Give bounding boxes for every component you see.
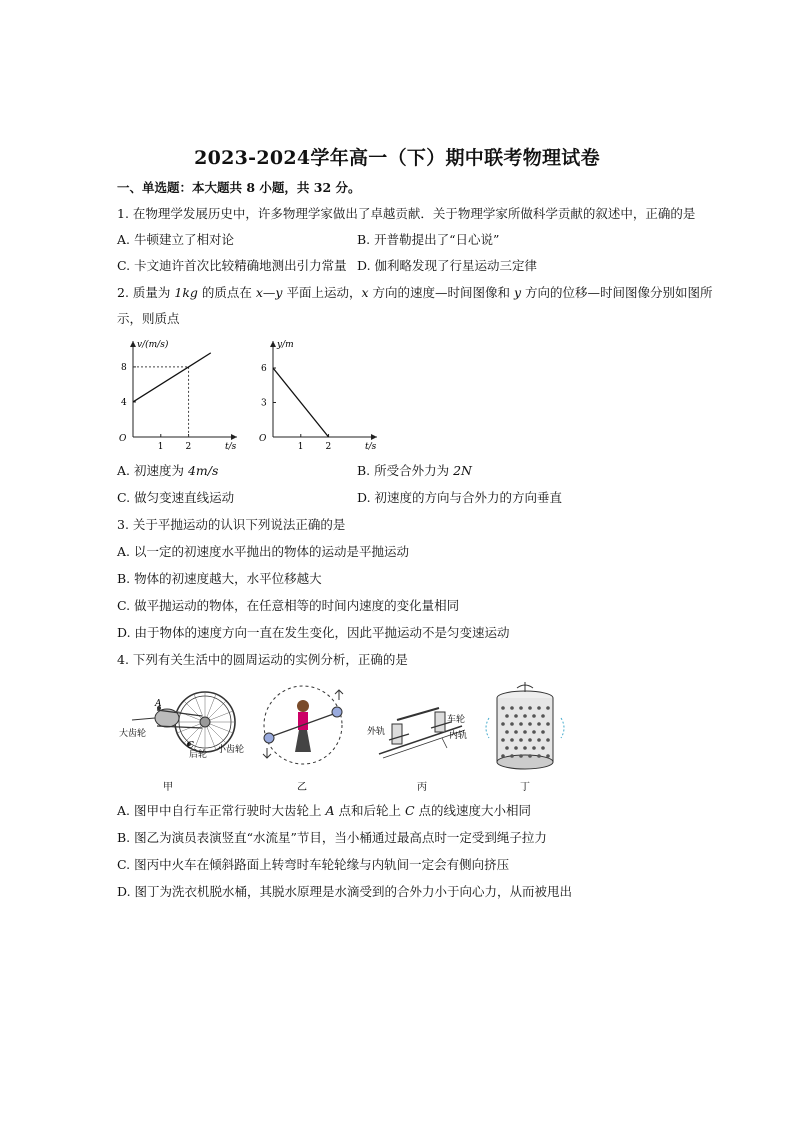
drum-hole: [514, 746, 518, 750]
q1-option-b: B. 开普勒提出了“日心说”: [357, 232, 500, 247]
drum-hole: [523, 746, 527, 750]
q4-option-a-point-c: C: [404, 803, 415, 818]
big-gear-label: 大齿轮: [119, 729, 147, 739]
drum-hole: [532, 714, 536, 718]
drum-hole: [532, 746, 536, 750]
drum-hole: [505, 746, 509, 750]
drum-hole: [523, 714, 527, 718]
q2-option-a: [117, 463, 218, 479]
drum-hole: [528, 722, 532, 726]
performer-illustration: [263, 686, 343, 764]
drum-hole: [501, 706, 505, 710]
drum-hole: [528, 754, 532, 758]
q3-option-c: C. 做平抛运动的物体，在任意相等的时间内速度的变化量相同: [117, 598, 460, 613]
q2-stem-part: 的质点在: [197, 285, 256, 300]
drum-hole: [519, 754, 523, 758]
drum-hole: [528, 706, 532, 710]
drum-hole: [546, 738, 550, 742]
y-tick-label: 3: [261, 398, 267, 409]
q4-option-a-text: A. 图甲中自行车正常行驶时大齿轮上: [117, 803, 326, 818]
q4-option-a: [117, 803, 531, 819]
q2-xvar: x: [361, 285, 369, 300]
q2-stem-part: 方向的位移—时间图像分别如图所: [521, 285, 713, 300]
drum-hole: [537, 754, 541, 758]
q2-stem-part: 2. 质量为: [117, 285, 175, 300]
series-line: [273, 368, 329, 437]
q2-option-d: D. 初速度的方向与合外力的方向垂直: [357, 490, 563, 505]
q1-option-a: A. 牛顿建立了相对论: [117, 232, 234, 247]
q2-yvar: y: [513, 285, 522, 300]
series-line: [133, 353, 211, 402]
drum-hole: [514, 714, 518, 718]
figure-label-ding: 丁: [520, 782, 530, 793]
q2-option-b-value: 2N: [453, 463, 472, 478]
drum-hole: [519, 706, 523, 710]
q2-option-b-text: B. 所受合外力为: [357, 463, 454, 478]
drum-hole: [532, 730, 536, 734]
y-axis-label: y/m: [277, 340, 294, 350]
drum-hole: [546, 722, 550, 726]
drum-hole: [514, 730, 518, 734]
drum-hole: [537, 722, 541, 726]
drum-hole: [510, 706, 514, 710]
drum-hole: [541, 730, 545, 734]
q4-option-a-point-a: A: [325, 803, 335, 818]
y-tick-label: 4: [121, 397, 127, 408]
q3-option-b: B. 物体的初速度越大，水平位移越大: [117, 571, 322, 586]
q3-option-a: A. 以一定的初速度水平抛出的物体的运动是平抛运动: [117, 544, 409, 559]
drum-hole: [519, 738, 523, 742]
q4-option-d: D. 图丁为洗衣机脱水桶，其脱水原理是水滴受到的合外力小于向心力，从而被甩出: [117, 884, 573, 899]
displacement-time-chart: [255, 335, 385, 455]
drum-hole: [546, 706, 550, 710]
q4-option-b: B. 图乙为演员表演竖直“水流星”节目，当小桶通过最高点时一定受到绳子拉力: [117, 830, 547, 845]
y-axis-arrow: [270, 341, 276, 347]
y-axis-label: v/(m/s): [137, 340, 169, 350]
x-tick-label: 1: [297, 442, 304, 452]
x-axis-arrow: [371, 434, 377, 440]
x-axis-label: t/s: [225, 442, 237, 452]
drum-hole: [537, 706, 541, 710]
q2-plane: x—y: [255, 285, 283, 300]
q1-option-d: D. 伽利略发现了行星运动三定律: [357, 258, 538, 273]
drum-hole: [510, 754, 514, 758]
drum-hole: [510, 722, 514, 726]
q2-mass: 1kg: [174, 285, 198, 300]
drum-hole: [541, 714, 545, 718]
q2-option-b: [357, 463, 472, 479]
figure-label-jia: 甲: [163, 782, 173, 793]
q2-option-c: C. 做匀变速直线运动: [117, 490, 235, 505]
x-axis-label: t/s: [365, 442, 377, 452]
figure-label-bing: 丙: [417, 782, 427, 793]
origin-label: O: [119, 434, 127, 444]
small-gear-label: 小齿轮: [217, 745, 245, 755]
x-tick-label: 2: [185, 442, 192, 452]
drum-hole: [523, 730, 527, 734]
circular-motion-figure: [117, 678, 577, 794]
point-c-label: C: [187, 741, 194, 751]
y-tick-label: 8: [121, 362, 127, 373]
drum-hole: [505, 730, 509, 734]
drum-hole: [501, 754, 505, 758]
drum-hole: [510, 738, 514, 742]
q2-stem-part: 平面上运动，: [282, 285, 362, 300]
q1-option-c: C. 卡文迪许首次比较精确地测出引力常量: [117, 258, 347, 273]
point-a-label: A: [155, 699, 162, 709]
x-axis-arrow: [231, 434, 237, 440]
section-heading: 一、单选题：本大题共 8 小题，共 32 分。: [117, 180, 361, 195]
inner-rail-label: 内轨: [449, 731, 468, 741]
wheel-label: 车轮: [447, 715, 466, 725]
velocity-time-chart: [115, 335, 245, 455]
x-tick-label: 1: [157, 442, 164, 452]
x-tick-label: 2: [325, 442, 332, 452]
q3-option-d: D. 由于物体的速度方向一直在发生变化，因此平抛运动不是匀变速运动: [117, 625, 510, 640]
q3-stem: 3. 关于平抛运动的认识下列说法正确的是: [117, 517, 346, 532]
drum-hole: [537, 738, 541, 742]
q4-option-a-text: 点和后轮上: [334, 803, 405, 818]
q4-option-c: C. 图丙中火车在倾斜路面上转弯时车轮轮缘与内轨间一定会有侧向挤压: [117, 857, 510, 872]
drum-hole: [501, 722, 505, 726]
q2-stem-line2: 示，则质点: [117, 311, 180, 326]
drum-hole: [501, 738, 505, 742]
q1-stem: 1. 在物理学发展历史中，许多物理学家做出了卓越贡献．关于物理学家所做科学贡献的叙述中，正确的是: [117, 206, 696, 221]
drum-hole: [541, 746, 545, 750]
q2-option-a-value: 4m/s: [187, 463, 219, 478]
q2-stem-part: 方向的速度—时间图像和: [368, 285, 514, 300]
drum-hole: [528, 738, 532, 742]
q2-option-a-text: A. 初速度为: [117, 463, 188, 478]
page-title: 2023-2024学年高一（下）期中联考物理试卷: [194, 147, 600, 169]
q2-stem: [117, 285, 713, 301]
y-axis-arrow: [130, 341, 136, 347]
q4-option-a-text: 点的线速度大小相同: [414, 803, 531, 818]
washer-drum-illustration: [486, 682, 564, 769]
drum-hole: [505, 714, 509, 718]
drum-hole: [546, 754, 550, 758]
rear-wheel-label: 后轮: [189, 750, 208, 760]
y-tick-label: 6: [261, 364, 267, 374]
figure-label-yi: 乙: [297, 782, 307, 793]
bicycle-illustration: [132, 692, 235, 752]
drum-hole: [519, 722, 523, 726]
outer-rail-label: 外轨: [367, 727, 386, 737]
origin-label: O: [259, 434, 267, 444]
q4-stem: 4. 下列有关生活中的圆周运动的实例分析，正确的是: [117, 652, 408, 667]
